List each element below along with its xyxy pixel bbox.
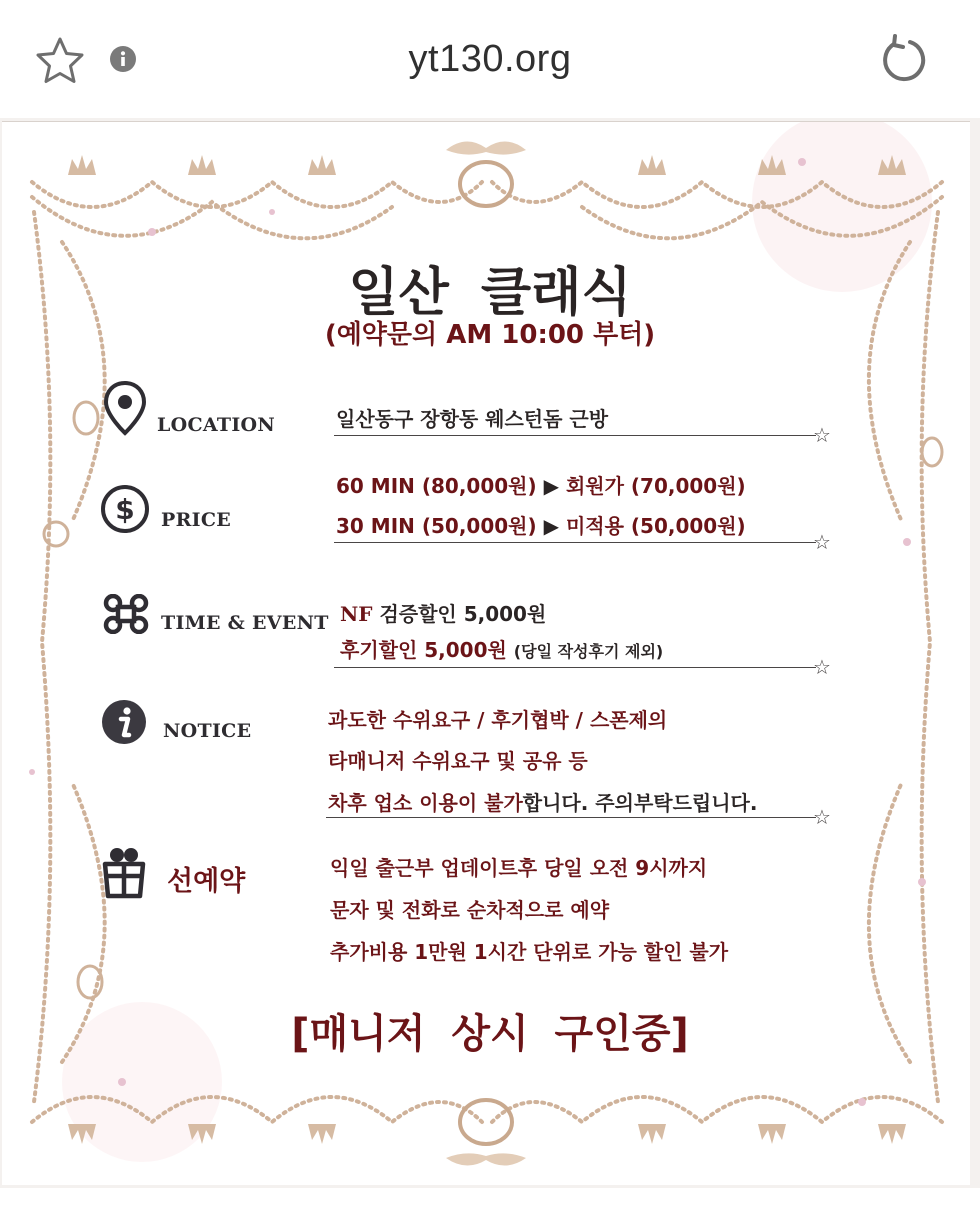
- bottom-bar: [0, 1188, 980, 1222]
- price-60-base: (80,000원): [421, 474, 537, 498]
- event-line-2: [340, 634, 663, 663]
- price-30-final: (50,000원): [630, 514, 746, 538]
- poster-title: 일산 클래식: [348, 263, 632, 323]
- price-60-final: (70,000원): [630, 474, 746, 498]
- notice-warning-rest: 합니다. 주의부탁드립니다.: [522, 791, 758, 815]
- event-review-note: (당일 작성후기 제외): [513, 642, 664, 661]
- price-30-base: (50,000원): [421, 514, 537, 538]
- url-text[interactable]: yt130.org: [408, 38, 572, 80]
- dollar-circle-icon: [100, 484, 150, 538]
- price-30-arrow: ▶: [543, 514, 559, 538]
- price-30-tier: 미적용: [565, 514, 624, 538]
- event-label: TIME & EVENT: [161, 612, 329, 634]
- event-nf-text: 검증할인 5,000원: [379, 602, 547, 626]
- notice-line-3: [328, 787, 757, 816]
- location-label: LOCATION: [157, 414, 276, 436]
- price-line-30: [336, 510, 746, 539]
- reservation-line-3: 추가비용 1만원 1시간 단위로 가능 할인 불가: [330, 940, 729, 964]
- event-nf-prefix: NF: [340, 602, 373, 626]
- recruit-banner: [매니저 상시 구인중]: [291, 1011, 689, 1057]
- price-divider: [334, 542, 816, 543]
- event-line-1: [340, 598, 546, 627]
- location-divider: [334, 435, 816, 436]
- notice-rule-star: ☆: [813, 805, 831, 829]
- reservation-line-1: 익일 출근부 업데이트후 당일 오전 9시까지: [330, 856, 708, 880]
- price-rule-star: ☆: [813, 530, 831, 554]
- reload-icon[interactable]: [878, 34, 930, 86]
- info-notice-icon: [100, 698, 148, 750]
- svg-text:$: $: [115, 493, 135, 526]
- event-review-discount: 후기할인 5,000원: [340, 638, 507, 662]
- event-rule-star: ☆: [813, 655, 831, 679]
- location-text: 일산동구 장항동 웨스턴돔 근방: [336, 407, 609, 431]
- notice-divider: [326, 817, 816, 818]
- price-30-duration: 30 MIN: [336, 514, 415, 538]
- price-60-duration: 60 MIN: [336, 474, 415, 498]
- notice-warning: 차후 업소 이용이 불가: [328, 791, 523, 815]
- location-rule-star: ☆: [813, 423, 831, 447]
- event-divider: [334, 667, 816, 668]
- price-60-arrow: ▶: [543, 474, 559, 498]
- notice-label: NOTICE: [163, 720, 252, 742]
- poster-subtitle: (예약문의 AM 10:00 부터): [324, 320, 656, 350]
- price-label: PRICE: [161, 509, 232, 531]
- notice-line-2: 타매니저 수위요구 및 공유 등: [328, 749, 588, 773]
- reservation-label: 선예약: [167, 866, 246, 897]
- reservation-line-2: 문자 및 전화로 순차적으로 예약: [330, 898, 610, 922]
- notice-line-1: 과도한 수위요구 / 후기협박 / 스폰제의: [328, 708, 668, 732]
- price-60-tier: 회원가: [565, 474, 624, 498]
- gift-box-icon: [100, 846, 148, 904]
- command-key-icon: [103, 594, 149, 638]
- browser-url-bar: [0, 0, 980, 118]
- location-pin-icon: [102, 380, 148, 440]
- price-line-60: [336, 470, 746, 499]
